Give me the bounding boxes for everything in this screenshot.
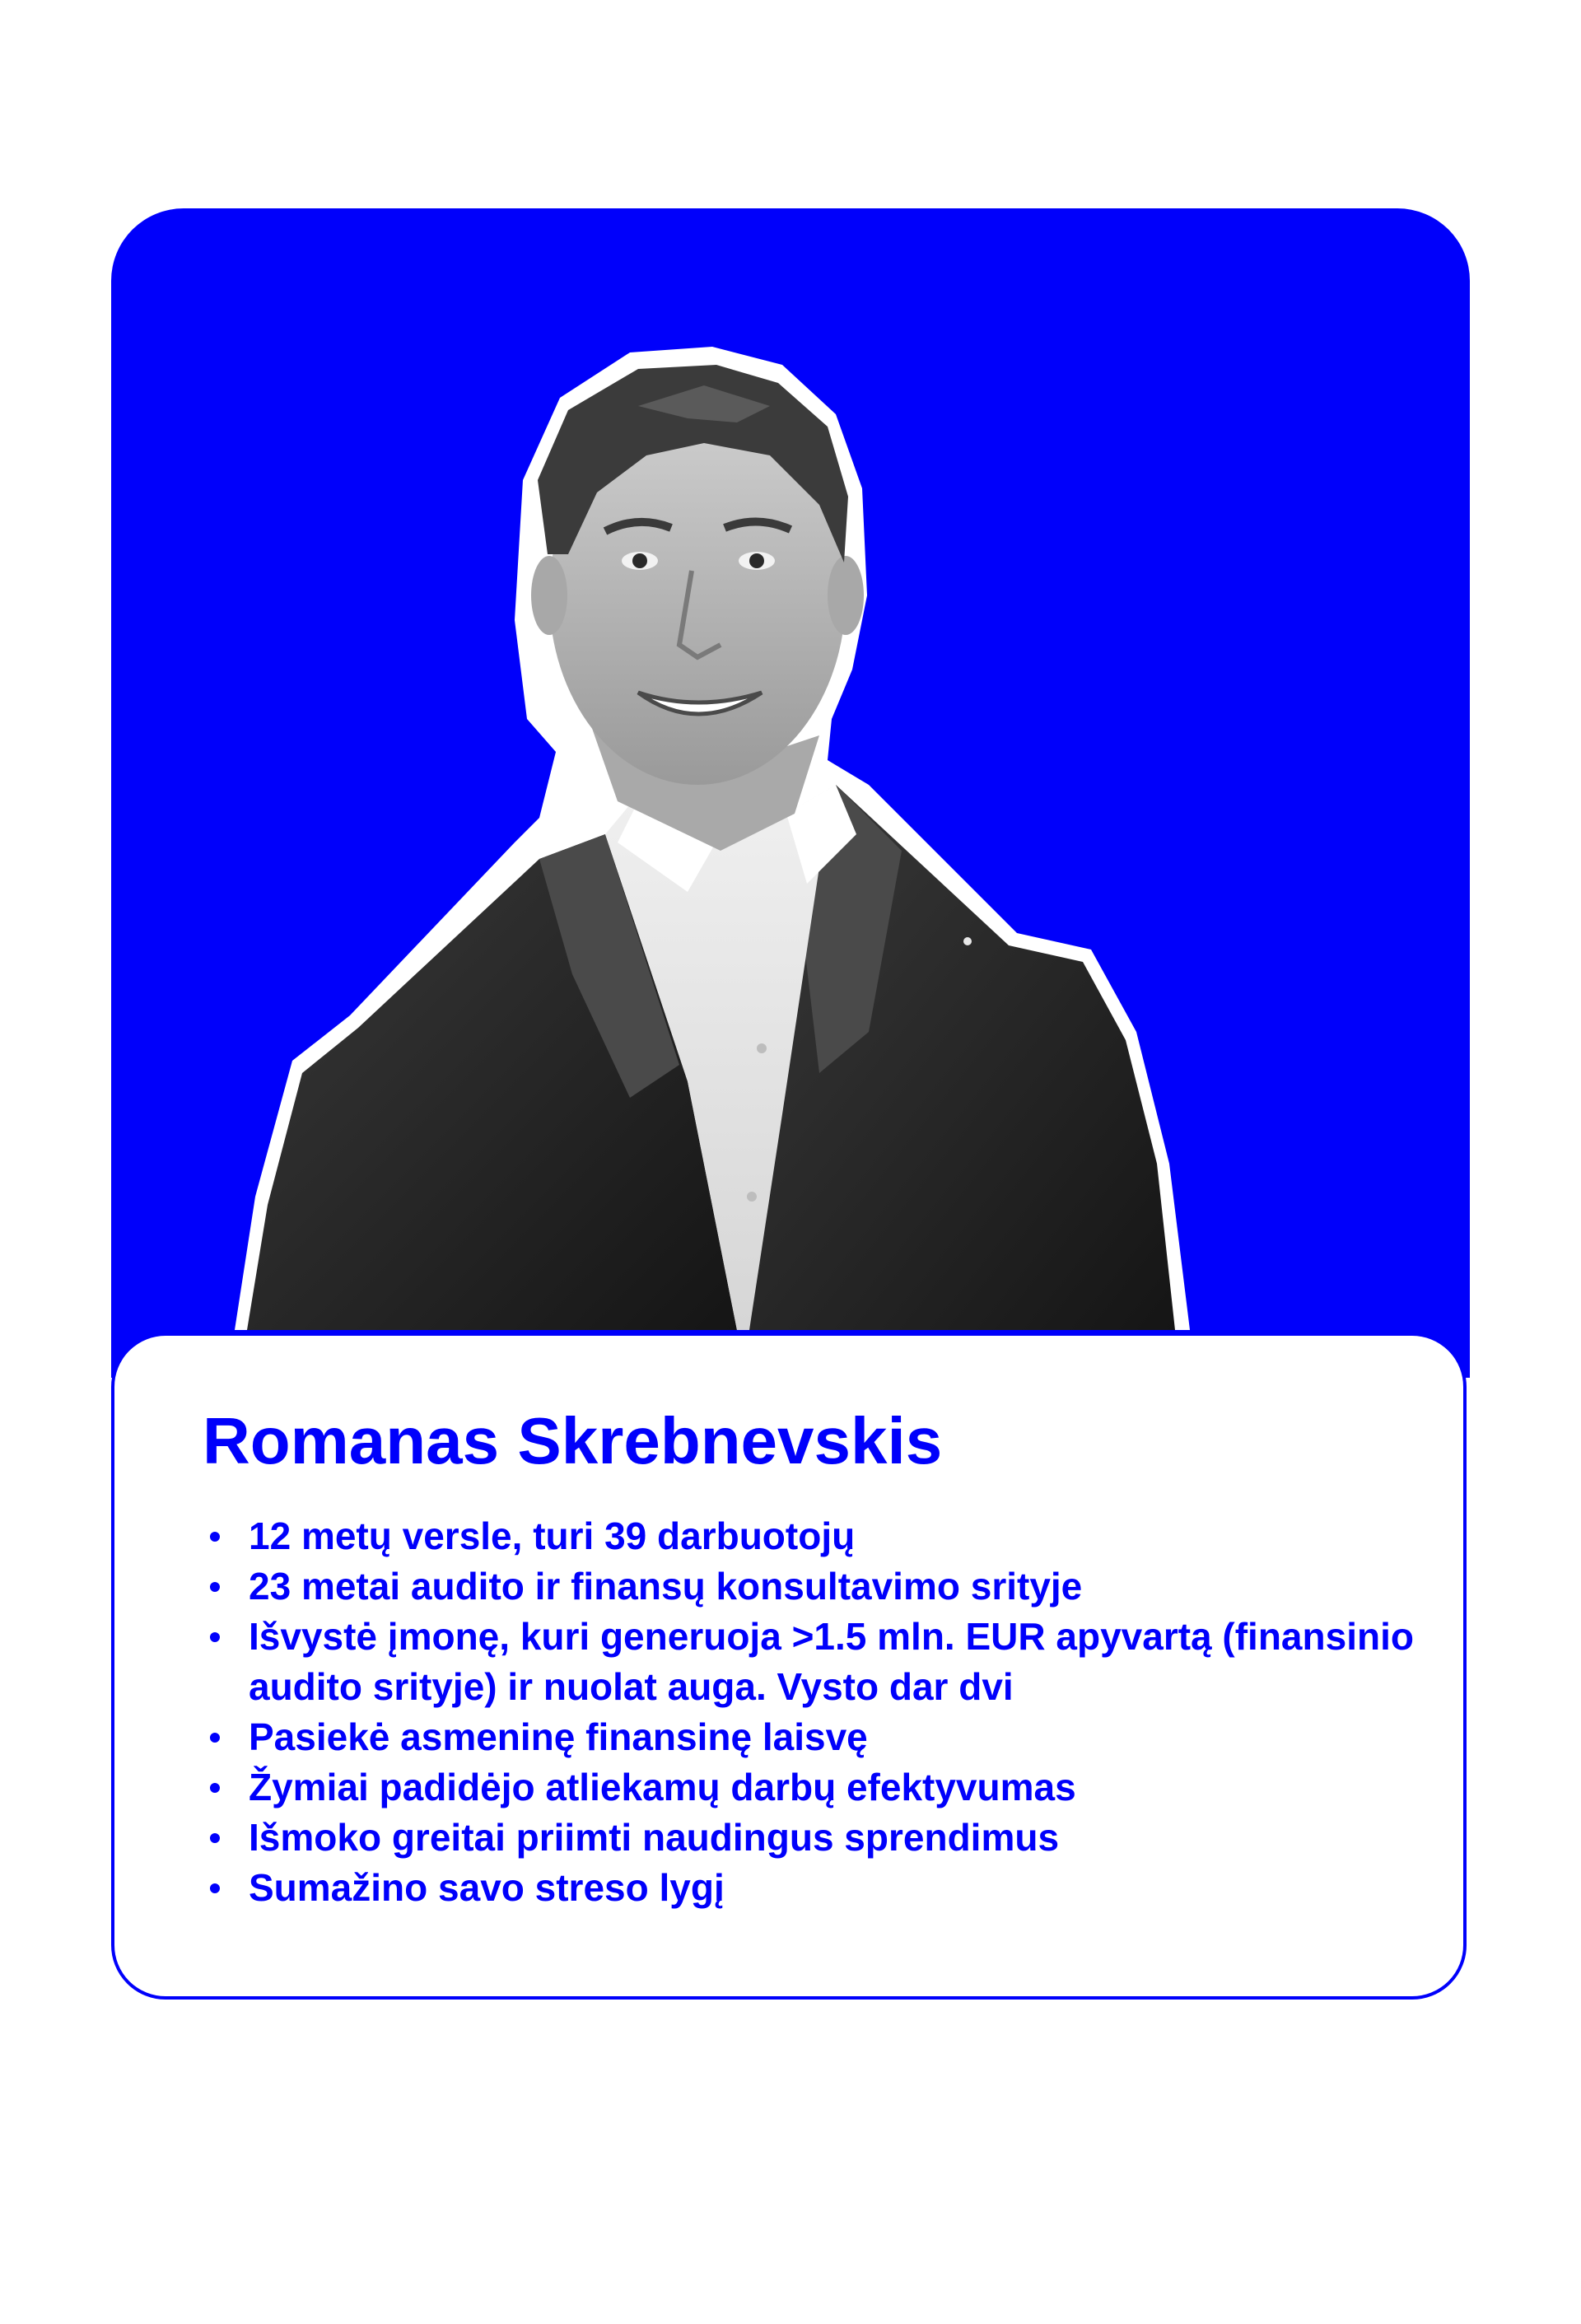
- list-item-text: 23 metai audito ir finansų konsultavimo srityje: [249, 1565, 1083, 1608]
- achievement-list: [201, 1511, 1420, 1913]
- bullet-icon: •: [208, 1517, 222, 1556]
- list-item: [201, 1712, 1420, 1762]
- bullet-icon: •: [208, 1869, 222, 1907]
- list-item-text: Išvystė įmonę, kuri generuoja >1.5 mln. EUR apyvartą (finansinio audito srityje) ir nuolat auga. Vysto dar dvi: [249, 1615, 1414, 1708]
- list-item: [201, 1762, 1420, 1813]
- person-name: Romanas Skrebnevskis: [203, 1404, 943, 1477]
- bullet-icon: •: [208, 1718, 222, 1757]
- list-item-text: Išmoko greitai priimti naudingus sprendimus: [249, 1816, 1060, 1859]
- list-item: [201, 1863, 1420, 1913]
- list-item-text: Pasiekė asmeninę finansinę laisvę: [249, 1715, 868, 1758]
- list-item: [201, 1813, 1420, 1863]
- list-item: [201, 1612, 1420, 1712]
- list-item: [201, 1511, 1420, 1561]
- bullet-icon: •: [208, 1617, 222, 1656]
- bullet-icon: •: [208, 1567, 222, 1606]
- list-item-text: Žymiai padidėjo atliekamų darbų efektyvumas: [249, 1766, 1076, 1808]
- portrait-photo: [111, 208, 1470, 1378]
- bullet-icon: •: [208, 1818, 222, 1857]
- list-item: [201, 1561, 1420, 1612]
- list-item-text: Sumažino savo streso lygį: [249, 1866, 725, 1909]
- bullet-icon: •: [208, 1768, 222, 1807]
- list-item-text: 12 metų versle, turi 39 darbuotojų: [249, 1514, 856, 1557]
